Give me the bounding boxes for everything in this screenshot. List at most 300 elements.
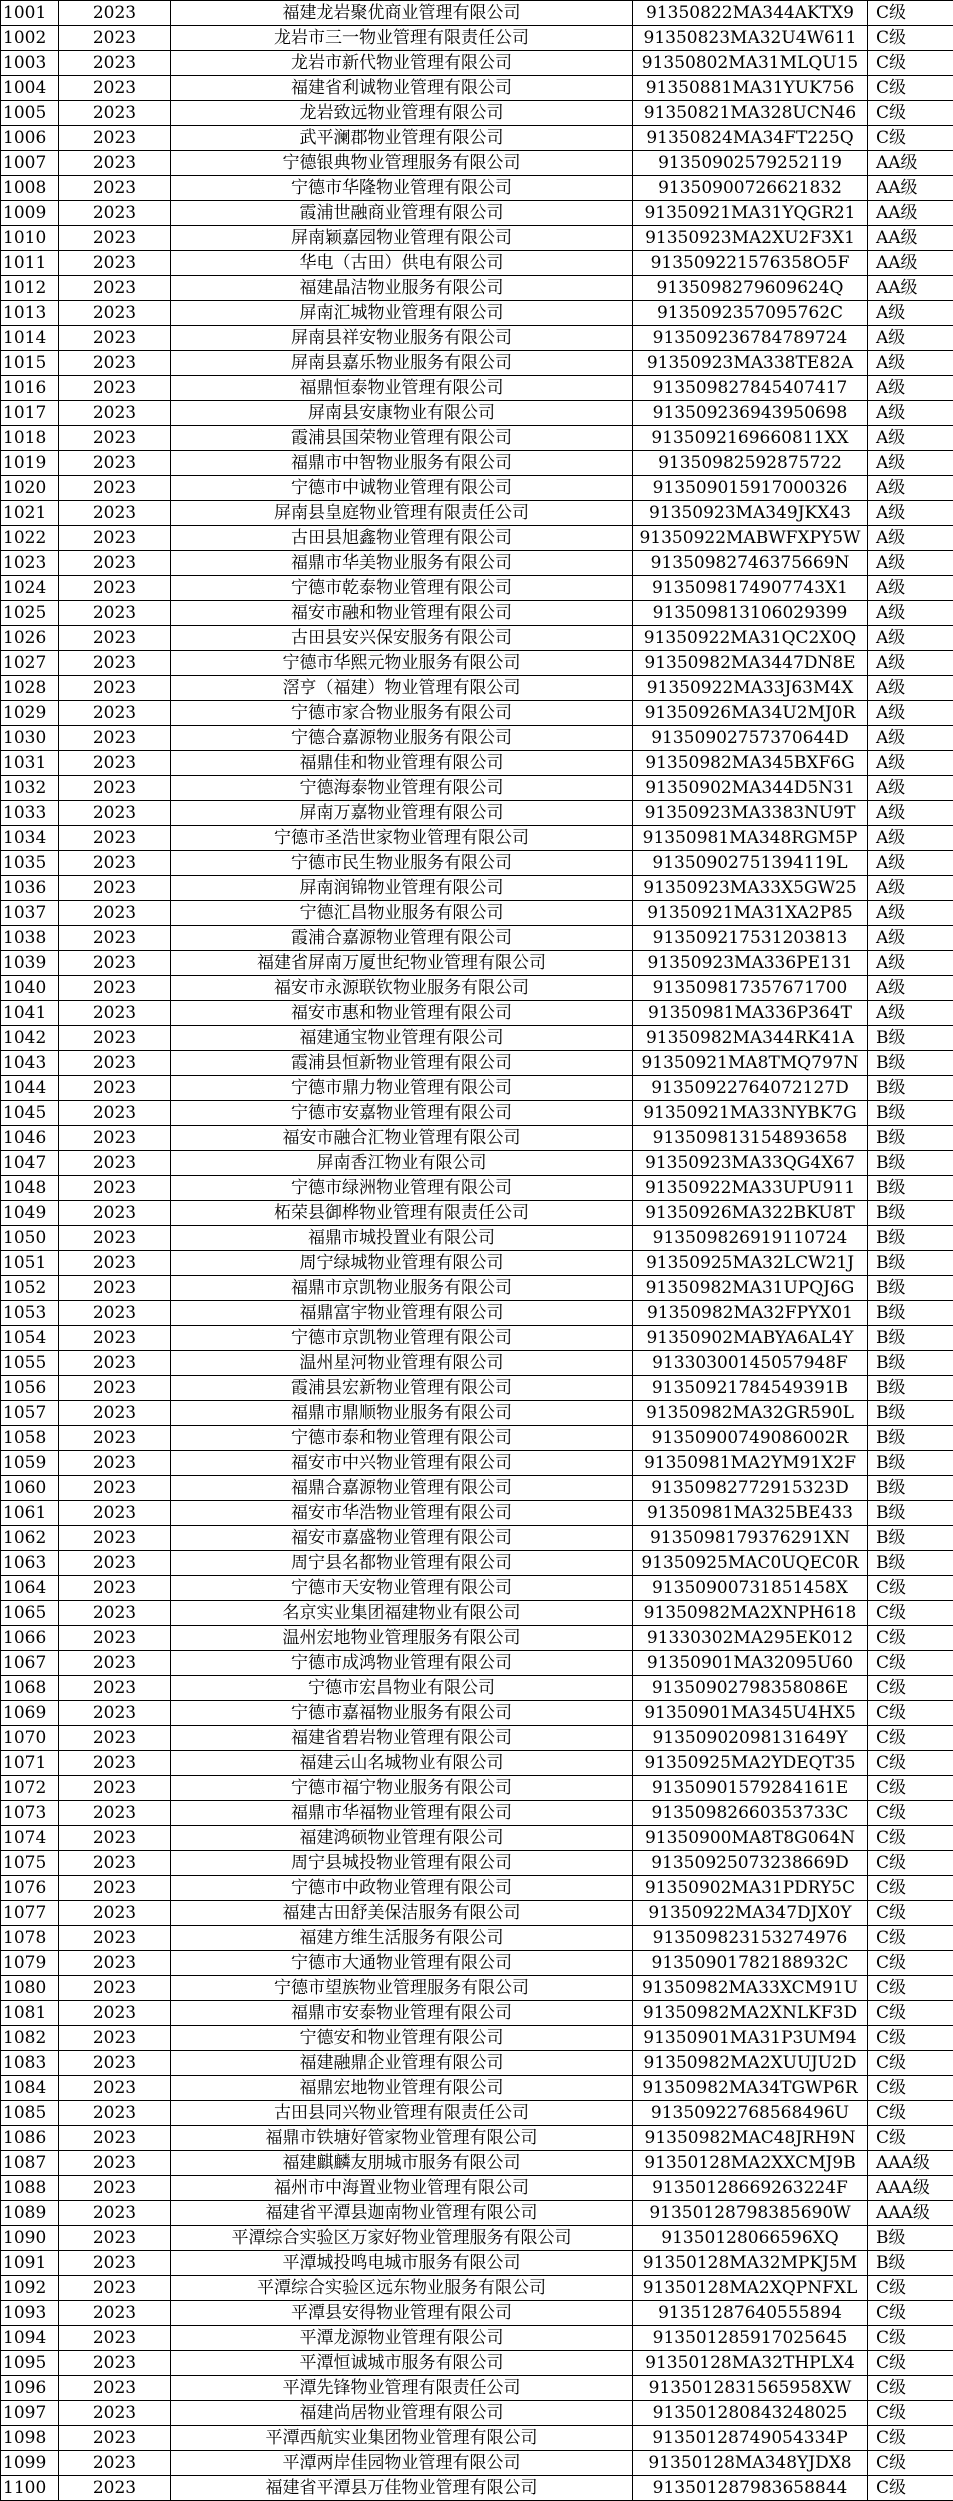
table-row <box>1 951 953 976</box>
table-row <box>1 2426 953 2451</box>
credit-code: 91350823MA32U4W611 <box>633 26 868 51</box>
row-number: 1089 <box>1 2201 59 2226</box>
credit-code: 91350923MA336PE131 <box>633 951 868 976</box>
credit-code: 91350902757370644D <box>633 726 868 751</box>
rating-grade: A级 <box>868 701 953 726</box>
company-name: 福鼎市中智物业服务有限公司 <box>171 451 633 476</box>
credit-code: 91350922768568496U <box>633 2101 868 2126</box>
credit-code: 91350923MA33QG4X67 <box>633 1151 868 1176</box>
credit-code: 91350981MA348RGM5P <box>633 826 868 851</box>
table-row <box>1 1226 953 1251</box>
row-number: 1098 <box>1 2426 59 2451</box>
credit-code: 91350982MA2XNPH618 <box>633 1601 868 1626</box>
rating-grade: A级 <box>868 426 953 451</box>
company-name: 宁德市成鸿物业管理有限公司 <box>171 1651 633 1676</box>
row-number: 1021 <box>1 501 59 526</box>
credit-code: 91350982MA31UPQJ6G <box>633 1276 868 1301</box>
table-row <box>1 801 953 826</box>
rating-grade: B级 <box>868 1226 953 1251</box>
credit-code: 91350923MA2XU2F3X1 <box>633 226 868 251</box>
rating-grade: C级 <box>868 26 953 51</box>
row-number: 1081 <box>1 2001 59 2026</box>
credit-code: 91350982592875722 <box>633 451 868 476</box>
table-row <box>1 1376 953 1401</box>
company-name: 龙岩致远物业管理有限公司 <box>171 101 633 126</box>
company-name: 福鼎合嘉源物业管理有限公司 <box>171 1476 633 1501</box>
year: 2023 <box>59 326 171 351</box>
table-row <box>1 826 953 851</box>
company-name: 屏南县嘉乐物业服务有限公司 <box>171 351 633 376</box>
credit-code: 91350128749054334P <box>633 2426 868 2451</box>
company-name: 福建方维生活服务有限公司 <box>171 1926 633 1951</box>
credit-code: 91350128MA32MPKJ5M <box>633 2251 868 2276</box>
table-body <box>1 1 953 2501</box>
rating-grade: A级 <box>868 676 953 701</box>
table-row <box>1 2276 953 2301</box>
rating-grade: C级 <box>868 1601 953 1626</box>
row-number: 1033 <box>1 801 59 826</box>
table-row <box>1 1676 953 1701</box>
table-row <box>1 1251 953 1276</box>
table-row <box>1 1601 953 1626</box>
year: 2023 <box>59 2126 171 2151</box>
row-number: 1001 <box>1 1 59 26</box>
credit-code: 91350982MA345BXF6G <box>633 751 868 776</box>
rating-grade: B级 <box>868 1501 953 1526</box>
credit-code: 91350982MAC48JRH9N <box>633 2126 868 2151</box>
company-name: 平潭先锋物业管理有限责任公司 <box>171 2376 633 2401</box>
company-name: 福建麒麟友朋城市服务有限公司 <box>171 2151 633 2176</box>
rating-grade: C级 <box>868 2076 953 2101</box>
company-name: 宁德市京凯物业管理有限公司 <box>171 1326 633 1351</box>
rating-grade: AA级 <box>868 176 953 201</box>
rating-grade: C级 <box>868 1651 953 1676</box>
company-name: 福安市华浩物业管理有限公司 <box>171 1501 633 1526</box>
row-number: 1010 <box>1 226 59 251</box>
row-number: 1069 <box>1 1701 59 1726</box>
company-name: 福安市惠和物业管理有限公司 <box>171 1001 633 1026</box>
row-number: 1006 <box>1 126 59 151</box>
year: 2023 <box>59 826 171 851</box>
year: 2023 <box>59 1401 171 1426</box>
year: 2023 <box>59 1851 171 1876</box>
rating-grade: AA级 <box>868 151 953 176</box>
row-number: 1022 <box>1 526 59 551</box>
company-name: 福鼎市京凯物业服务有限公司 <box>171 1276 633 1301</box>
year: 2023 <box>59 2226 171 2251</box>
rating-grade: C级 <box>868 1626 953 1651</box>
row-number: 1051 <box>1 1251 59 1276</box>
year: 2023 <box>59 701 171 726</box>
rating-grade: A级 <box>868 501 953 526</box>
rating-grade: C级 <box>868 76 953 101</box>
table-row <box>1 1476 953 1501</box>
row-number: 1087 <box>1 2151 59 2176</box>
year: 2023 <box>59 1426 171 1451</box>
year: 2023 <box>59 1076 171 1101</box>
company-name: 福鼎富宇物业管理有限公司 <box>171 1301 633 1326</box>
rating-grade: B级 <box>868 1126 953 1151</box>
credit-code: 913509826919110724 <box>633 1226 868 1251</box>
credit-code: 91350128066596XQ <box>633 2226 868 2251</box>
company-name: 福建省屏南万厦世纪物业管理有限公司 <box>171 951 633 976</box>
row-number: 1083 <box>1 2051 59 2076</box>
row-number: 1053 <box>1 1301 59 1326</box>
year: 2023 <box>59 1976 171 2001</box>
rating-grade: A级 <box>868 976 953 1001</box>
row-number: 1004 <box>1 76 59 101</box>
company-name: 温州星河物业管理有限公司 <box>171 1351 633 1376</box>
year: 2023 <box>59 1001 171 1026</box>
row-number: 1011 <box>1 251 59 276</box>
year: 2023 <box>59 2076 171 2101</box>
credit-code: 91350923MA338TE82A <box>633 351 868 376</box>
company-name: 福鼎市华福物业管理有限公司 <box>171 1801 633 1826</box>
year: 2023 <box>59 2251 171 2276</box>
table-row <box>1 2326 953 2351</box>
year: 2023 <box>59 1826 171 1851</box>
credit-code: 91350922MABWFXPY5W <box>633 526 868 551</box>
row-number: 1036 <box>1 876 59 901</box>
year: 2023 <box>59 2301 171 2326</box>
year: 2023 <box>59 301 171 326</box>
year: 2023 <box>59 876 171 901</box>
company-name: 宁德市绿洲物业管理有限公司 <box>171 1176 633 1201</box>
year: 2023 <box>59 1501 171 1526</box>
table-row <box>1 2101 953 2126</box>
table-row <box>1 851 953 876</box>
company-name: 宁德市嘉福物业服务有限公司 <box>171 1701 633 1726</box>
company-name: 古田县安兴保安服务有限公司 <box>171 626 633 651</box>
company-name: 周宁县城投物业管理有限公司 <box>171 1851 633 1876</box>
rating-grade: A级 <box>868 926 953 951</box>
table-row <box>1 376 953 401</box>
credit-code: 913509813154893658 <box>633 1126 868 1151</box>
credit-code: 91350925073238669D <box>633 1851 868 1876</box>
rating-grade: B级 <box>868 1326 953 1351</box>
rating-grade: C级 <box>868 2301 953 2326</box>
row-number: 1085 <box>1 2101 59 2126</box>
year: 2023 <box>59 1276 171 1301</box>
credit-code: 913509813106029399 <box>633 601 868 626</box>
table-row <box>1 1576 953 1601</box>
rating-grade: B级 <box>868 1551 953 1576</box>
year: 2023 <box>59 1701 171 1726</box>
row-number: 1097 <box>1 2401 59 2426</box>
credit-code: 91350901MA31P3UM94 <box>633 2026 868 2051</box>
row-number: 1096 <box>1 2376 59 2401</box>
row-number: 1082 <box>1 2026 59 2051</box>
year: 2023 <box>59 901 171 926</box>
credit-code: 91350926MA322BKU8T <box>633 1201 868 1226</box>
table-row <box>1 1451 953 1476</box>
row-number: 1100 <box>1 2476 59 2501</box>
rating-grade: C级 <box>868 1676 953 1701</box>
year: 2023 <box>59 1476 171 1501</box>
rating-grade: A级 <box>868 401 953 426</box>
table-row <box>1 1101 953 1126</box>
table-row <box>1 2251 953 2276</box>
year: 2023 <box>59 101 171 126</box>
company-name: 宁德市望族物业管理服务有限公司 <box>171 1976 633 2001</box>
credit-code: 91350982MA33XCM91U <box>633 1976 868 2001</box>
row-number: 1052 <box>1 1276 59 1301</box>
year: 2023 <box>59 1126 171 1151</box>
year: 2023 <box>59 1451 171 1476</box>
row-number: 1048 <box>1 1176 59 1201</box>
rating-grade: C级 <box>868 1951 953 1976</box>
year: 2023 <box>59 1551 171 1576</box>
year: 2023 <box>59 601 171 626</box>
company-name: 宁德市宏昌物业有限公司 <box>171 1676 633 1701</box>
table-row <box>1 76 953 101</box>
credit-code: 91350922MA33J63M4X <box>633 676 868 701</box>
year: 2023 <box>59 1376 171 1401</box>
table-row <box>1 1276 953 1301</box>
year: 2023 <box>59 1176 171 1201</box>
table-row <box>1 251 953 276</box>
table-row <box>1 276 953 301</box>
company-name: 古田县同兴物业管理有限责任公司 <box>171 2101 633 2126</box>
credit-code: 91350900726621832 <box>633 176 868 201</box>
rating-grade: B级 <box>868 1426 953 1451</box>
rating-grade: B级 <box>868 1351 953 1376</box>
table-row <box>1 751 953 776</box>
credit-code: 91350982MA344RK41A <box>633 1026 868 1051</box>
year: 2023 <box>59 1251 171 1276</box>
year: 2023 <box>59 426 171 451</box>
rating-grade: A级 <box>868 651 953 676</box>
rating-grade: A级 <box>868 826 953 851</box>
rating-grade: A级 <box>868 776 953 801</box>
year: 2023 <box>59 1651 171 1676</box>
row-number: 1073 <box>1 1801 59 1826</box>
row-number: 1075 <box>1 1851 59 1876</box>
rating-grade: C级 <box>868 101 953 126</box>
row-number: 1065 <box>1 1601 59 1626</box>
company-name: 宁德汇昌物业服务有限公司 <box>171 901 633 926</box>
year: 2023 <box>59 776 171 801</box>
company-name: 屏南汇城物业管理有限公司 <box>171 301 633 326</box>
rating-grade: C级 <box>868 1976 953 2001</box>
table-row <box>1 2451 953 2476</box>
credit-code: 913509221576358O5F <box>633 251 868 276</box>
row-number: 1071 <box>1 1751 59 1776</box>
company-name: 宁德市安嘉物业管理有限公司 <box>171 1101 633 1126</box>
company-name: 宁德市华隆物业管理有限公司 <box>171 176 633 201</box>
credit-code: 91350881MA31YUK756 <box>633 76 868 101</box>
row-number: 1084 <box>1 2076 59 2101</box>
company-name: 龙岩市新代物业管理有限公司 <box>171 51 633 76</box>
credit-code: 913509217531203813 <box>633 926 868 951</box>
credit-code: 91330302MA295EK012 <box>633 1626 868 1651</box>
year: 2023 <box>59 2451 171 2476</box>
rating-grade: C级 <box>868 2401 953 2426</box>
row-number: 1077 <box>1 1901 59 1926</box>
row-number: 1008 <box>1 176 59 201</box>
company-name: 屏南县安康物业有限公司 <box>171 401 633 426</box>
table-row <box>1 1726 953 1751</box>
year: 2023 <box>59 2201 171 2226</box>
year: 2023 <box>59 2376 171 2401</box>
company-name: 屏南县皇庭物业管理有限责任公司 <box>171 501 633 526</box>
company-name: 周宁绿城物业管理有限公司 <box>171 1251 633 1276</box>
row-number: 1030 <box>1 726 59 751</box>
table-row <box>1 876 953 901</box>
rating-grade: C级 <box>868 126 953 151</box>
row-number: 1031 <box>1 751 59 776</box>
credit-code: 91350901579284161E <box>633 1776 868 1801</box>
rating-grade: B级 <box>868 1026 953 1051</box>
credit-code: 91350902MABYA6AL4Y <box>633 1326 868 1351</box>
credit-code: 91350982MA2XNLKF3D <box>633 2001 868 2026</box>
company-name: 宁德市大通物业管理有限公司 <box>171 1951 633 1976</box>
row-number: 1007 <box>1 151 59 176</box>
rating-grade: C级 <box>868 2051 953 2076</box>
row-number: 1032 <box>1 776 59 801</box>
rating-grade: AAA级 <box>868 2201 953 2226</box>
rating-grade: A级 <box>868 526 953 551</box>
row-number: 1078 <box>1 1926 59 1951</box>
row-number: 1059 <box>1 1451 59 1476</box>
company-name: 福建省碧岩物业管理有限公司 <box>171 1726 633 1751</box>
row-number: 1025 <box>1 601 59 626</box>
credit-code: 91350922MA33UPU911 <box>633 1176 868 1201</box>
company-name: 霞浦世融商业管理有限公司 <box>171 201 633 226</box>
credit-code: 91350921MA31YQGR21 <box>633 201 868 226</box>
row-number: 1040 <box>1 976 59 1001</box>
credit-code: 91350902579252119 <box>633 151 868 176</box>
credit-code: 913509236943950698 <box>633 401 868 426</box>
credit-code: 913509827845407417 <box>633 376 868 401</box>
credit-code: 91350902751394119L <box>633 851 868 876</box>
table-row <box>1 451 953 476</box>
credit-code: 91350982746375669N <box>633 551 868 576</box>
company-name: 平潭龙源物业管理有限公司 <box>171 2326 633 2351</box>
row-number: 1003 <box>1 51 59 76</box>
rating-grade: A级 <box>868 351 953 376</box>
company-name: 福安市永源联钦物业服务有限公司 <box>171 976 633 1001</box>
rating-grade: C级 <box>868 1876 953 1901</box>
year: 2023 <box>59 1351 171 1376</box>
row-number: 1018 <box>1 426 59 451</box>
year: 2023 <box>59 2276 171 2301</box>
company-name: 福安市中兴物业管理有限公司 <box>171 1451 633 1476</box>
rating-grade: A级 <box>868 376 953 401</box>
company-name: 柘荣县御桦物业管理有限责任公司 <box>171 1201 633 1226</box>
year: 2023 <box>59 1676 171 1701</box>
row-number: 1099 <box>1 2451 59 2476</box>
rating-grade: A级 <box>868 951 953 976</box>
company-name: 宁德市鼎力物业管理有限公司 <box>171 1076 633 1101</box>
table-row <box>1 1801 953 1826</box>
year: 2023 <box>59 1951 171 1976</box>
table-row <box>1 701 953 726</box>
row-number: 1061 <box>1 1501 59 1526</box>
row-number: 1041 <box>1 1001 59 1026</box>
row-number: 1028 <box>1 676 59 701</box>
year: 2023 <box>59 751 171 776</box>
credit-code: 91350128MA348YJDX8 <box>633 2451 868 2476</box>
rating-grade: A级 <box>868 551 953 576</box>
table-row <box>1 2301 953 2326</box>
credit-code: 91350902MA31PDRY5C <box>633 1876 868 1901</box>
row-number: 1091 <box>1 2251 59 2276</box>
company-name: 福建尚居物业管理有限公司 <box>171 2401 633 2426</box>
company-name: 平潭恒诚城市服务有限公司 <box>171 2351 633 2376</box>
table-row <box>1 351 953 376</box>
table-row <box>1 1001 953 1026</box>
company-name: 福鼎恒泰物业管理有限公司 <box>171 376 633 401</box>
table-row <box>1 426 953 451</box>
rating-grade: B级 <box>868 1376 953 1401</box>
year: 2023 <box>59 551 171 576</box>
table-row <box>1 1501 953 1526</box>
rating-grade: A级 <box>868 901 953 926</box>
credit-code: 91350926MA34U2MJ0R <box>633 701 868 726</box>
year: 2023 <box>59 626 171 651</box>
company-name: 宁德市福宁物业服务有限公司 <box>171 1776 633 1801</box>
year: 2023 <box>59 176 171 201</box>
table-row <box>1 626 953 651</box>
table-row <box>1 1551 953 1576</box>
company-name: 福建融鼎企业管理有限公司 <box>171 2051 633 2076</box>
year: 2023 <box>59 2026 171 2051</box>
year: 2023 <box>59 1751 171 1776</box>
row-number: 1094 <box>1 2326 59 2351</box>
credit-code: 913509236784789724 <box>633 326 868 351</box>
row-number: 1014 <box>1 326 59 351</box>
table-row <box>1 2151 953 2176</box>
credit-code: 91350902098131649Y <box>633 1726 868 1751</box>
company-name: 滘亨（福建）物业管理有限公司 <box>171 676 633 701</box>
rating-grade: AA级 <box>868 226 953 251</box>
credit-code: 91350923MA33X5GW25 <box>633 876 868 901</box>
table-row <box>1 476 953 501</box>
company-name: 宁德银典物业管理服务有限公司 <box>171 151 633 176</box>
credit-code: 913501287983658844 <box>633 2476 868 2501</box>
credit-code: 91350982MA3447DN8E <box>633 651 868 676</box>
year: 2023 <box>59 1 171 26</box>
company-name: 福建鸿硕物业管理有限公司 <box>171 1826 633 1851</box>
company-name: 古田县旭鑫物业管理有限公司 <box>171 526 633 551</box>
credit-code: 91350982772915323D <box>633 1476 868 1501</box>
table-row <box>1 2226 953 2251</box>
table-row <box>1 126 953 151</box>
row-number: 1064 <box>1 1576 59 1601</box>
rating-grade: C级 <box>868 51 953 76</box>
credit-code: 91350128798385690W <box>633 2201 868 2226</box>
company-name: 福建省利诚物业管理有限公司 <box>171 76 633 101</box>
credit-code: 91350900749086002R <box>633 1426 868 1451</box>
credit-code: 91350824MA34FT225Q <box>633 126 868 151</box>
rating-grade: C级 <box>868 2026 953 2051</box>
company-name: 屏南香江物业有限公司 <box>171 1151 633 1176</box>
rating-grade: C级 <box>868 2001 953 2026</box>
rating-grade: A级 <box>868 876 953 901</box>
rating-grade: B级 <box>868 1301 953 1326</box>
credit-code: 91330300145057948F <box>633 1351 868 1376</box>
rating-grade: B级 <box>868 1201 953 1226</box>
company-name: 霞浦县国荣物业管理有限公司 <box>171 426 633 451</box>
year: 2023 <box>59 1226 171 1251</box>
year: 2023 <box>59 526 171 551</box>
company-name: 屏南县祥安物业服务有限公司 <box>171 326 633 351</box>
company-name: 福建晶洁物业服务有限公司 <box>171 276 633 301</box>
table-row <box>1 1951 953 1976</box>
rating-grade: B级 <box>868 1151 953 1176</box>
company-name: 霞浦县恒新物业管理有限公司 <box>171 1051 633 1076</box>
